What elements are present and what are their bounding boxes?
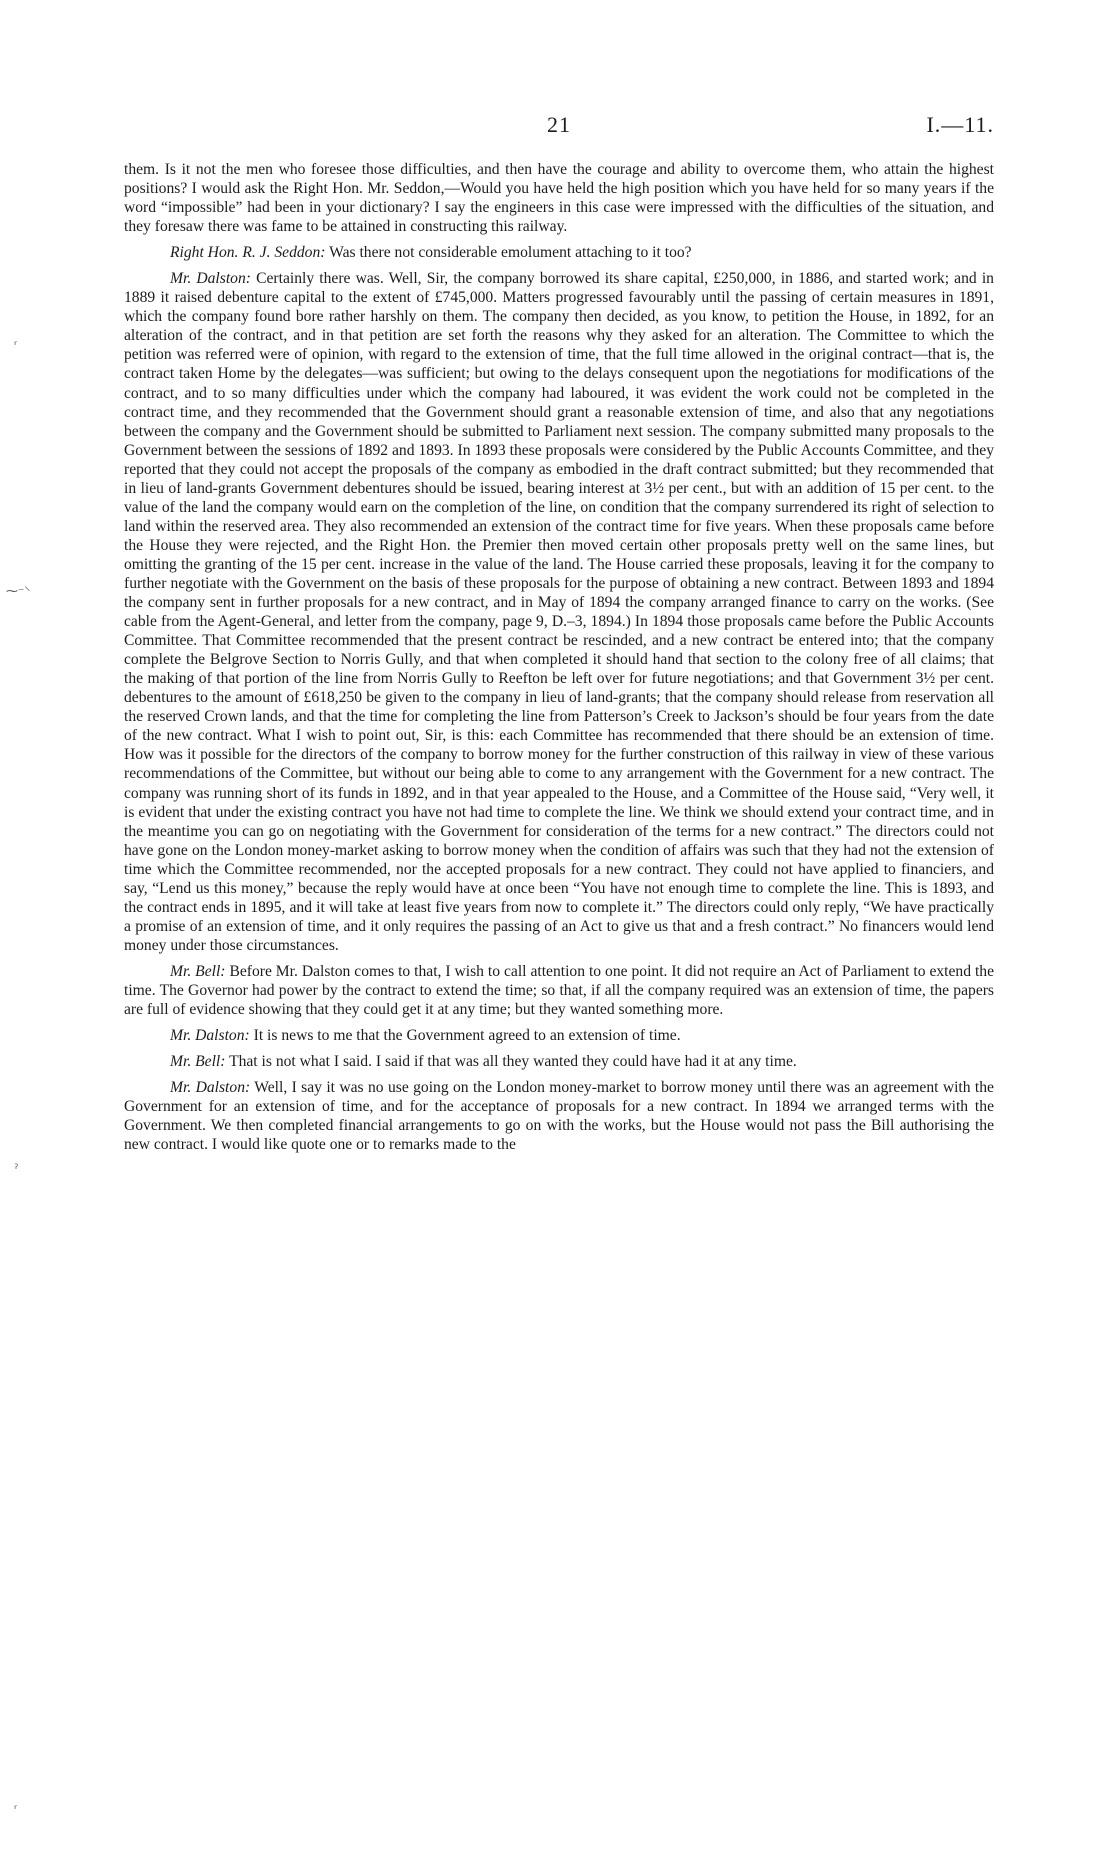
paragraph-text: them. Is it not the men who foresee those difficulties, and then have the courage and ability to overcome them, who attain the highest positions? I would ask the Right Hon. Mr. Seddon,—Would you have held the high position which you have held for so many years if the word “impossible” had been in your dictionary? I say the engineers in this case were impressed with the difficulties of the situation, and they foresaw there was fame to be attained in constructing this railway. (124, 161, 994, 236)
speaker-name: Mr. Dalston: (170, 270, 251, 288)
paragraph-text: Before Mr. Dalston comes to that, I wish to call attention to one point. It did not require an Act of Parliament to extend the time. The Governor had power by the contract to extend the time; so that, if all the company required was an extension of time, the papers are full of evidence showing that they could get it at any time; but they wanted something more. (124, 962, 995, 1019)
paragraph-text: Well, I say it was no use going on the London money-market to borrow money until there was an agreement with the Government for an extension of time, and for the acceptance of proposals for a new contract. In 1894 we arranged terms with the Government. We then completed financial arrangements to go on with the works, but the House would not pass the Bill authorising the new contract. I would like quote one or to remarks made to the (124, 1079, 994, 1154)
paragraph (124, 962, 994, 1019)
page-number: 21 (547, 112, 571, 137)
speaker-name: Mr. Bell: (170, 1053, 226, 1071)
paper-reference: I.—11. (926, 112, 994, 137)
margin-scribble-icon: ⁓⁻⸌ (6, 584, 31, 598)
paragraph (124, 1078, 994, 1154)
paragraph (124, 243, 994, 262)
page-header (124, 112, 994, 142)
margin-mark-icon: ʳ (14, 338, 18, 352)
margin-mark-icon: ʳ (14, 1802, 18, 1816)
paragraph (124, 160, 994, 236)
paragraph-text: Was there not considerable emolument attaching to it too? (329, 244, 692, 262)
paragraph-text: It is news to me that the Government agreed to an extension of time. (253, 1027, 681, 1045)
paragraph-text: Certainly there was. Well, Sir, the company borrowed its share capital, £250,000, in 1886, and started work; and in 1889 it raised debenture capital to the extent of £745,000. Matters progressed favourably until the passing of certain measures in 1891, which the company found bore rather harshly on them. The company then decided, as you know, to petition the House, in 1892, for an alteration of the contract, and in that petition are set forth the reasons why they asked for an alteration. The Committee to which the petition was referred were of opinion, with regard to the extension of time, that the full time allowed in the original contract—that is, the contract taken Home by the delegates—was sufficient; but owing to the delays consequent upon the negotiations for modifications of the contract, and to so many difficulties under which the company had laboured, it was evident the work could not be completed in the contract time, and they recommended that the Government should grant a reasonable extension of time, and also that any negotiations between the company and the Government should be submitted to Parliament next session. The company submitted many proposals to the Government between the sessions of 1892 and 1893. In 1893 these proposals were considered by the Public Accounts Committee, and they reported that they could not accept the proposals of the company as embodied in the draft contract submitted; but they recommended that in lieu of land-grants Government debentures should be issued, bearing interest at 3½ per cent., but with an addition of 15 per cent. to the value of the land the company would earn on the completion of the line, on condition that the company surrendered its right of selection to land within the reserved area. They also recommended an extension of the contract time for five years. When these proposals came before the House they were rejected, and the Right Hon. the Premier then moved certain other proposals pretty well on the same lines, but omitting the granting of the 15 per cent. increase in the value of the land. The House carried these proposals, leaving it for the company to further negotiate with the Government on the basis of these proposals for the purpose of obtaining a new contract. Between 1893 and 1894 the company sent in further proposals for a new contract, and in May of 1894 the company arranged finance to carry on the works. (See cable from the Agent-General, and letter from the company, page 9, D.–3, 1894.) In 1894 those proposals came before the Public Accounts Committee. That Committee recommended that the present contract be rescinded, and a new contract be entered into; that the company complete the Belgrove Section to Norris Gully, and that when completed it should hand that section to the colony free of all claims; that the making of that portion of the line from Norris Gully to Reefton be left over for future negotiations; and that Government 3½ per cent. debentures to the amount of £618,250 be given to the company in lieu of land-grants; that the company should release from reservation all the reserved Crown lands, and that the time for completing the line from Patterson’s Creek to Jackson’s should be four years from the date of the new contract. What I wish to point out, Sir, is this: each Committee has recommended that there should be an extension of time. How was it possible for the directors of the company to borrow money for the further construction of this railway in view of these various recommendations of the Committee, but without our being able to come to any arrangement with the Government for a new contract. The company was running short of its funds in 1892, and in that year appealed to the House, and a Committee of the House said, “Very well, it is evident that under the existing contract you have not had time to complete the line. We think we should extend your contract time, and in the meantime you can go on negotiating with the Government for consideration of the terms for a new contract.” The directors could not have gone on the London money-market asking to borrow money when the condition of affairs was such that they had not the extension of time which the Committee recommended, nor the accepted proposals for a new contract. They could not have applied to financiers, and say, “Lend us this money,” because the reply would have at once been “You have not enough time to complete the line. This is 1893, and the contract ends in 1895, and it will take at least five years from now to complete it.” The directors could only reply, “We have practically a promise of an extension of time, and it only requires the passing of an Act to give us that and a fresh contract.” No financers would lend money under those circumstances. (124, 270, 994, 954)
speaker-name: Mr. Dalston: (170, 1027, 250, 1045)
paragraph (124, 1052, 994, 1071)
document-body (124, 160, 994, 1161)
speaker-name: Right Hon. R. J. Seddon: (170, 244, 326, 262)
speaker-name: Mr. Bell: (170, 962, 226, 980)
margin-mark-icon: ˀ (14, 1162, 19, 1176)
paragraph (124, 1026, 994, 1045)
paragraph (124, 269, 994, 955)
speaker-name: Mr. Dalston: (170, 1079, 251, 1097)
paragraph-text: That is not what I said. I said if that was all they wanted they could have had it at any time. (229, 1053, 797, 1071)
